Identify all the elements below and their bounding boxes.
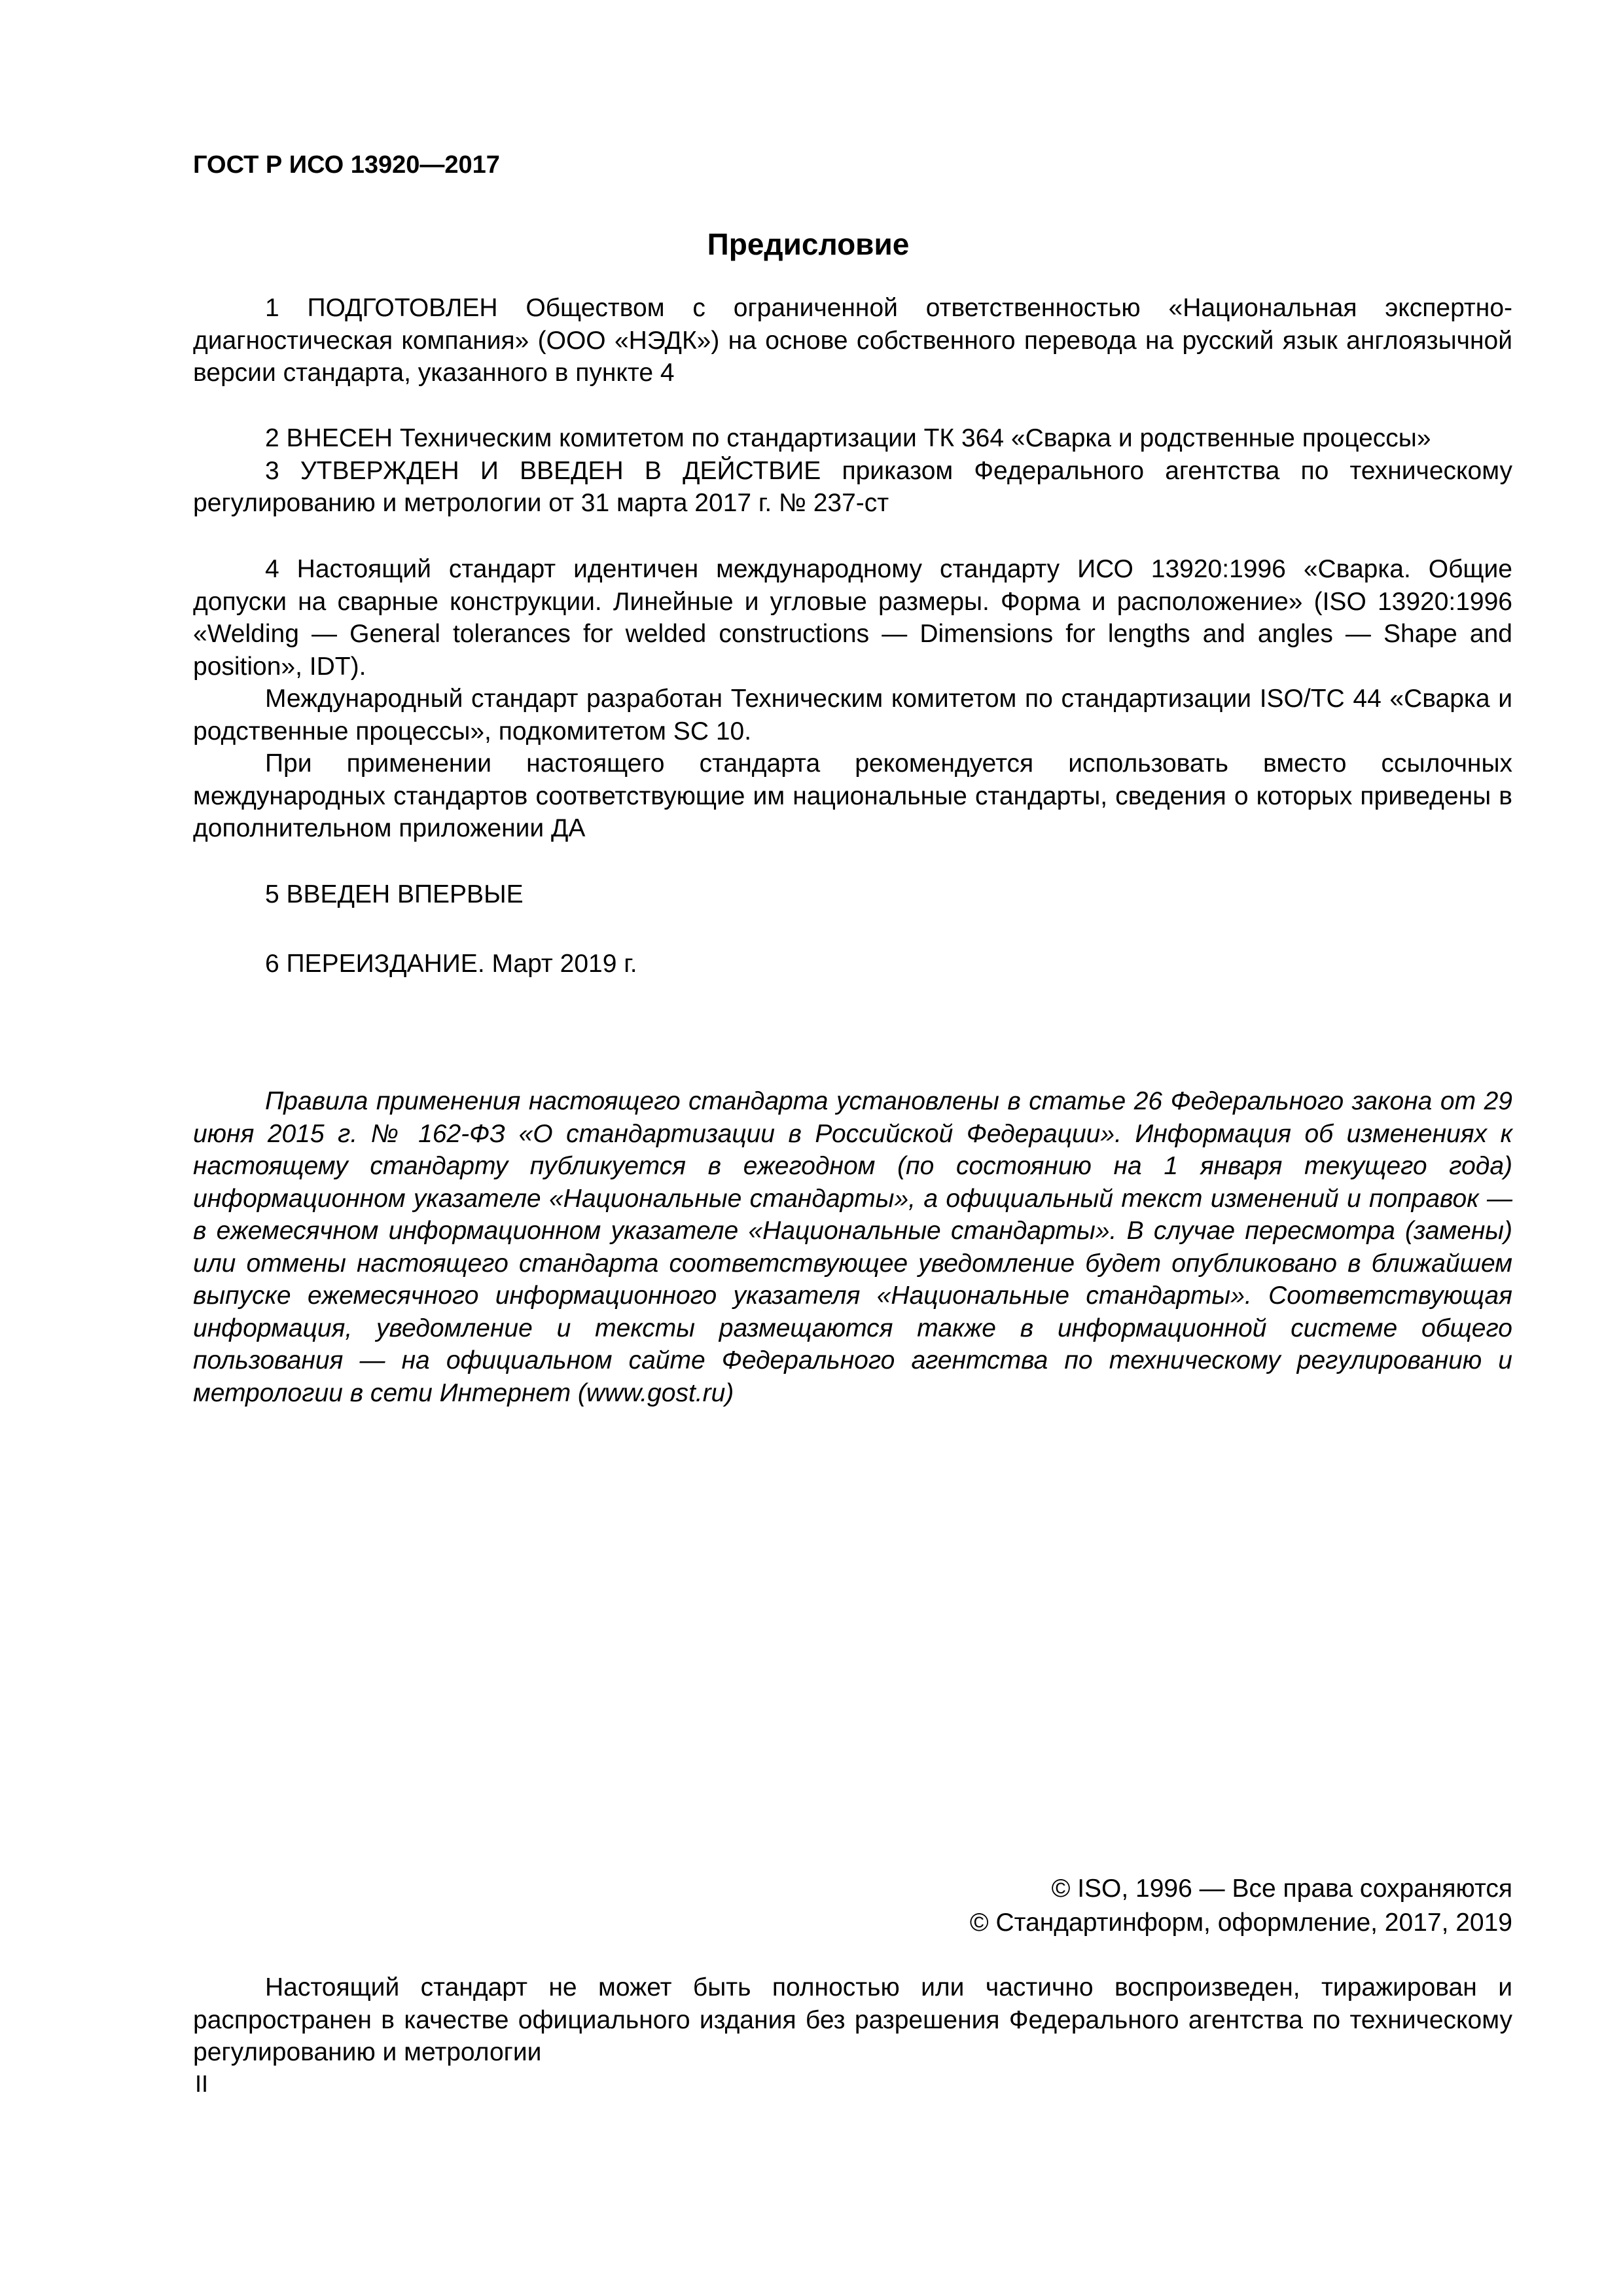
page-number: II: [195, 2070, 209, 2097]
foreword-item-1: 1 ПОДГОТОВЛЕН Обществом с ограниченной ответственностью «Национальная экспертно-диагностическая компания» (ООО «НЭДК») на основе собственного перевода на русский язык англоязычной версии стандарта, указанного в пункте 4: [193, 294, 1512, 387]
foreword-item-6-block: [193, 948, 1512, 980]
foreword-items-2-3-block: [193, 422, 1512, 520]
foreword-item-1-block: [193, 292, 1512, 389]
page-title: Предисловие: [707, 227, 910, 261]
copyright-standartinform: © Стандартинформ, оформление, 2017, 2019: [969, 1909, 1512, 1937]
foreword-item-5-block: [193, 878, 1512, 911]
copyright-iso: © ISO, 1996 — Все права сохраняются: [1051, 1874, 1512, 1903]
reproduction-notice: [193, 1971, 1512, 2069]
document-code-header: ГОСТ Р ИСО 13920—2017: [193, 151, 500, 179]
foreword-item-4-developer: Международный стандарт разработан Техническим комитетом по стандартизации ISO/TC 44 «Сварка и родственные процессы», подкомитетом SC 10.: [193, 685, 1512, 745]
foreword-item-6: 6 ПЕРЕИЗДАНИЕ. Март 2019 г.: [265, 950, 637, 978]
foreword-item-4-application: При применении настоящего стандарта рекомендуется использовать вместо ссылочных международных стандартов соответствующие им национальные стандарты, сведения о которых приведены в дополнительном приложении ДА: [193, 749, 1512, 842]
application-rules-notice: [193, 1085, 1512, 1409]
reproduction-notice-text: Настоящий стандарт не может быть полностью или частично воспроизведен, тиражирован и распространен в качестве официального издания без разрешения Федерального агентства по техническому регулированию и метрологии: [193, 1973, 1512, 2066]
foreword-item-4-block: [193, 553, 1512, 845]
foreword-item-3: 3 УТВЕРЖДЕН И ВВЕДЕН В ДЕЙСТВИЕ приказом Федерального агентства по техническому регулированию и метрологии от 31 марта 2017 г. № 237-ст: [193, 456, 1512, 517]
foreword-item-4: 4 Настоящий стандарт идентичен международному стандарту ИСО 13920:1996 «Сварка. Общие допуски на сварные конструкции. Линейные и угловые размеры. Форма и расположение» (ISO 13920:1996 «Welding — General tolerances for welded constructions — Dimensions for lengths and angles — Shape and position», IDT).: [193, 555, 1512, 681]
application-rules-text: Правила применения настоящего стандарта установлены в статье 26 Федерального закона от 29 июня 2015 г. № 162-ФЗ «О стандартизации в Российской Федерации». Информация об изменениях к настоящему стандарту публикуется в ежегодном (по состоянию на 1 января текущего года) информационном указателе «Национальные стандарты», а официальный текст изменений и поправок — в ежемесячном информационном указателе «Национальные стандарты». В случае пересмотра (замены) или отмены настоящего стандарта соответствующее уведомление будет опубликовано в ближайшем выпуске ежемесячного информационного указателя «Национальные стандарты». Соответствующая информация, уведомление и тексты размещаются также в информационной системе общего пользования — на официальном сайте Федерального агентства по техническому регулированию и метрологии в сети Интернет (www.gost.ru): [193, 1087, 1512, 1407]
foreword-item-2: 2 ВНЕСЕН Техническим комитетом по стандартизации ТК 364 «Сварка и родственные процессы»: [265, 424, 1431, 452]
copyright-block: [970, 1872, 1512, 1940]
foreword-item-5: 5 ВВЕДЕН ВПЕРВЫЕ: [265, 880, 524, 908]
